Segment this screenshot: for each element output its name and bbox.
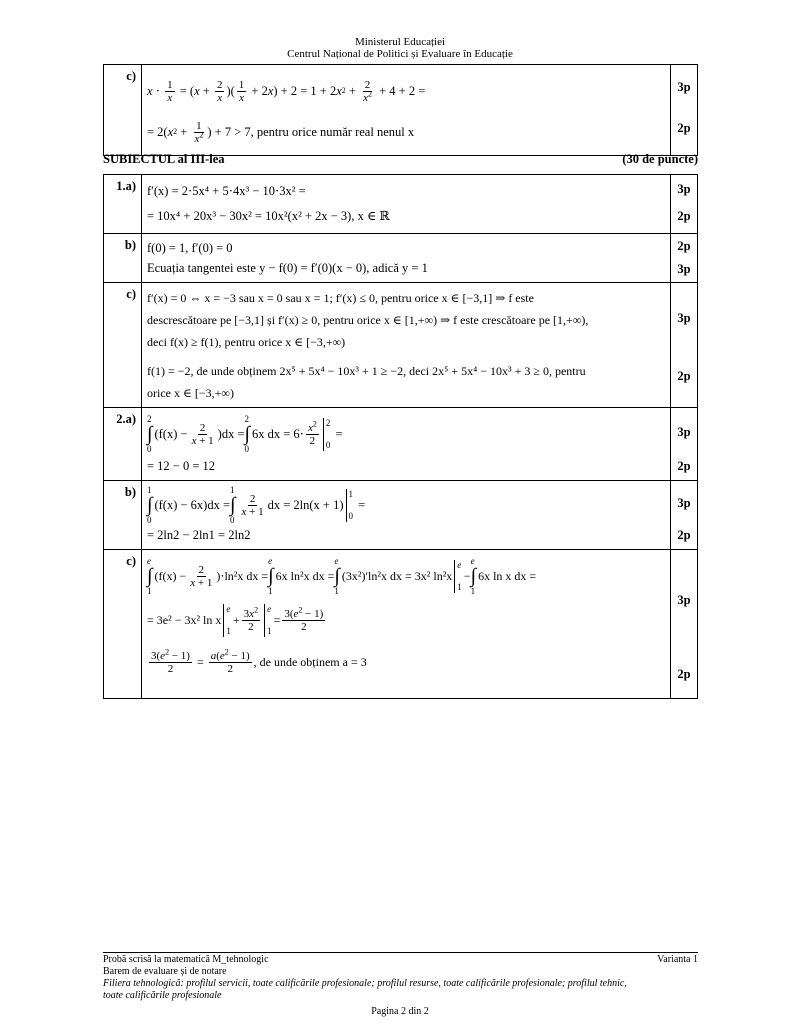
- points-column: [671, 175, 698, 234]
- table-row: [104, 65, 698, 156]
- points-column: [671, 283, 698, 408]
- table-row: [104, 408, 698, 481]
- points-value: 3p: [677, 592, 691, 607]
- solution-line-2: = 12 − 0 = 12: [147, 459, 216, 473]
- points-value: 3p: [677, 495, 691, 510]
- footer-row: [103, 954, 698, 966]
- section-points: (30 de puncte): [622, 152, 698, 166]
- solution-line-1: e ∫ 1 (f(x) − $\frac{2}{x + 1}$ )⋅ln²x dx = e ∫ 1 6x ln²x dx = e ∫ 1 (3x²)′ln²x dx = 3x² ln²x e 1 − e ∫ 1 6x ln x dx =: [147, 556, 537, 596]
- item-solution: [142, 481, 671, 550]
- track-description-cont: toate calificările profesionale: [103, 990, 222, 1001]
- item-label: 2.a): [104, 408, 142, 481]
- points-value: 3p: [677, 181, 691, 196]
- solution-line-2: = 3e² − 3x² ln x e 1 + $\frac{3x^2}{2}$ e 1 = $\frac{3(e^2 - 1)}{2}$: [147, 603, 324, 636]
- points-value: 3p: [677, 424, 691, 439]
- table-row: [104, 283, 698, 408]
- table-subject-3: [103, 174, 698, 699]
- evaluation-bar: e 1: [264, 604, 272, 637]
- points-value: 2p: [677, 527, 691, 542]
- document-type: Barem de evaluare și de notare: [103, 966, 227, 977]
- table-row: [104, 481, 698, 550]
- item-solution: [142, 234, 671, 283]
- item-label: b): [104, 234, 142, 283]
- center-name: Centrul Național de Politici și Evaluare în Educație: [287, 48, 513, 60]
- track-description: Filiera tehnologică: profilul servicii, toate calificările profesionale; profilul resurse, toate calificările profesionale; profilul tehnic,: [103, 978, 627, 989]
- points-value: 2p: [677, 120, 691, 135]
- solution-line-2: = 2( x 2 + $\frac{1}{x^2}$ ) + 7 > 7 , pentru orice număr real nenul x: [147, 119, 415, 145]
- points-column: [671, 65, 698, 156]
- points-value: 3p: [677, 79, 691, 94]
- section-heading: [103, 152, 698, 167]
- evaluation-bar: e 1: [223, 604, 231, 637]
- integral-sign: e ∫ 1: [334, 556, 340, 596]
- points-value: 3p: [677, 310, 691, 325]
- solution-line-1: f′(x) = 0 ⇔ x = −3 sau x = 0 sau x = 1; f′(x) ≤ 0, pentru orice x ∈ [−3,1] ⇒ f este: [147, 291, 534, 305]
- integral-sign: 2 ∫ 0: [147, 414, 153, 454]
- evaluation-bar: 1 0: [346, 489, 354, 522]
- solution-line-2: = 10x⁴ + 20x³ − 30x² = 10x²(x² + 2x − 3), x ∈ ℝ: [147, 209, 390, 223]
- table-subject-2c: [103, 64, 698, 156]
- integral-sign: e ∫ 1: [268, 556, 274, 596]
- solution-line-2: = 2ln2 − 2ln1 = 2ln2: [147, 528, 251, 542]
- item-label: c): [104, 550, 142, 699]
- solution-line-2: Ecuația tangentei este y − f(0) = f′(0)(x − 0), adică y = 1: [147, 261, 428, 275]
- exam-name: Probă scrisă la matematică M_tehnologic: [103, 954, 269, 965]
- solution-text: , pentru orice număr real nenul x: [250, 125, 415, 139]
- points-value: 2p: [677, 208, 691, 223]
- points-value: 3p: [677, 261, 691, 276]
- item-label: c): [104, 65, 142, 156]
- solution-line-5: orice x ∈ [−3,+∞): [147, 386, 234, 400]
- solution-line-1: f(0) = 1, f′(0) = 0: [147, 241, 233, 255]
- solution-line-2: descrescătoare pe [−3,1] și f′(x) ≥ 0, pentru orice x ∈ [1,+∞) ⇒ f este crescătoare pe [1,+∞),: [147, 313, 589, 327]
- integral-sign: e ∫ 1: [470, 556, 477, 596]
- solution-line-4: f(1) = −2, de unde obținem 2x⁵ + 5x⁴ − 10x³ + 1 ≥ −2, deci 2x⁵ + 5x⁴ − 10x³ + 3 ≥ 0, pentru: [147, 364, 586, 378]
- page-number: Pagina 2 din 2: [371, 1006, 429, 1017]
- solution-line-1: x ⋅ $\frac{1}{x}$ = ( x + $\frac{2}{x}$ )( $\frac{1}{x}$ + 2 x ) + 2 = 1 + 2 x 2 + $\frac{2}{x^2}$ + 4 + 2 =: [147, 78, 426, 104]
- variant-label: Varianta 1: [657, 954, 698, 965]
- solution-line-1: 1 ∫ 0 (f(x) − 6x)dx = 1 ∫ 0 $\frac{2}{x + 1}$ dx = 2ln(x + 1) 1 0 =: [147, 485, 366, 525]
- points-column: [671, 481, 698, 550]
- evaluation-bar: 2 0: [323, 418, 331, 451]
- item-solution: [142, 175, 671, 234]
- solution-line-1: 2 ∫ 0 (f(x) − $\frac{2}{x + 1}$ )dx = 2 ∫ 0 6x dx = 6⋅ $\frac{x^2}{2}$ 2 0 =: [147, 414, 343, 454]
- solution-line-3: deci f(x) ≥ f(1), pentru orice x ∈ [−3,+∞): [147, 335, 346, 349]
- solution-line-3: $\frac{3(e^2 - 1)}{2}$ = $\frac{a(e^2 - 1)}{2}$ , de unde obținem a = 3: [151, 646, 367, 675]
- item-solution: [142, 408, 671, 481]
- item-label: 1.a): [104, 175, 142, 234]
- item-solution: [142, 65, 671, 156]
- points-column: [671, 408, 698, 481]
- ministry-name: Ministerul Educației: [354, 36, 446, 48]
- item-label: c): [104, 283, 142, 408]
- points-column: [671, 234, 698, 283]
- item-solution: [142, 283, 671, 408]
- page-header: [0, 36, 800, 60]
- integral-sign: 1 ∫ 0: [230, 485, 236, 525]
- section-title: SUBIECTUL al III-lea: [103, 152, 225, 166]
- table-row: [104, 234, 698, 283]
- item-solution: [142, 550, 671, 699]
- points-column: [671, 550, 698, 699]
- evaluation-bar: e 1: [454, 560, 462, 593]
- points-value: 2p: [677, 666, 691, 681]
- points-value: 2p: [677, 368, 691, 383]
- page-footer: [103, 952, 698, 1002]
- integral-sign: 1 ∫ 0: [147, 485, 153, 525]
- table-row: [104, 550, 698, 699]
- points-value: 2p: [677, 458, 691, 473]
- integral-sign: e ∫ 1: [147, 556, 153, 596]
- points-value: 2p: [677, 238, 691, 253]
- integral-sign: 2 ∫ 0: [244, 414, 250, 454]
- table-row: [104, 175, 698, 234]
- solution-line-1: f′(x) = 2⋅5x⁴ + 5⋅4x³ − 10⋅3x² =: [147, 184, 306, 198]
- item-label: b): [104, 481, 142, 550]
